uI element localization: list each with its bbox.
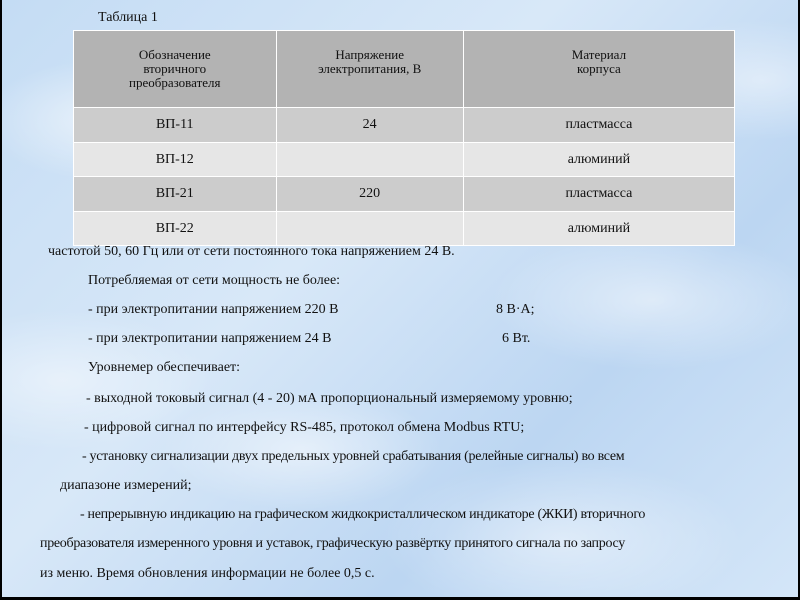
cell-material: пластмасса (463, 177, 734, 212)
cell-designation: ВП-12 (74, 143, 277, 177)
text-line: Уровнемер обеспечивает: (88, 360, 241, 375)
cell-designation: ВП-21 (74, 177, 277, 212)
table-row (74, 177, 735, 212)
table-caption: Таблица 1 (98, 10, 158, 25)
text-line: - цифровой сигнал по интерфейсу RS-485, протокол обмена Modbus RTU; (84, 420, 525, 435)
cell-voltage (276, 143, 463, 177)
cell-voltage: 24 (276, 108, 463, 143)
text-value: 6 Вт. (502, 331, 531, 346)
text-line: - при электропитании напряжением 24 В (88, 331, 332, 346)
text-line: - при электропитании напряжением 220 В (88, 302, 339, 317)
text-line: частотой 50, 60 Гц или от сети постоянного тока напряжением 24 В. (48, 244, 455, 259)
cell-material: алюминий (463, 143, 734, 177)
text-line: - выходной токовый сигнал (4 - 20) мА пропорциональный измеряемому уровню; (86, 391, 573, 406)
slide (2, 0, 798, 597)
text-line: Потребляемая от сети мощность не более: (88, 273, 341, 288)
header-voltage: Напряжение электропитания, В (276, 31, 463, 108)
table-row (74, 108, 735, 143)
header-material: Материал корпуса (463, 31, 734, 108)
table-row (74, 143, 735, 177)
cell-designation: ВП-22 (74, 212, 277, 246)
text-line: диапазоне измерений; (60, 478, 192, 493)
cell-designation: ВП-11 (74, 108, 277, 143)
text-value: 8 В·А; (496, 302, 535, 317)
cell-voltage: 220 (276, 177, 463, 212)
cell-voltage (276, 212, 463, 246)
text-line: - непрерывную индикацию на графическом жидкокристаллическом индикаторе (ЖКИ) вторичного (80, 507, 646, 522)
table-row (74, 212, 735, 246)
text-line: преобразователя измеренного уровня и уставок, графическую развёртку принятого сигнала по запросу (40, 536, 625, 551)
header-designation: Обозначение вторичного преобразователя (74, 31, 277, 108)
cell-material: пластмасса (463, 108, 734, 143)
converter-table (73, 30, 735, 246)
text-line: из меню. Время обновления информации не более 0,5 с. (40, 566, 375, 581)
cell-material: алюминий (463, 212, 734, 246)
text-line: - установку сигнализации двух предельных уровней срабатывания (релейные сигналы) во всем (82, 449, 625, 464)
table-header-row (74, 31, 735, 108)
